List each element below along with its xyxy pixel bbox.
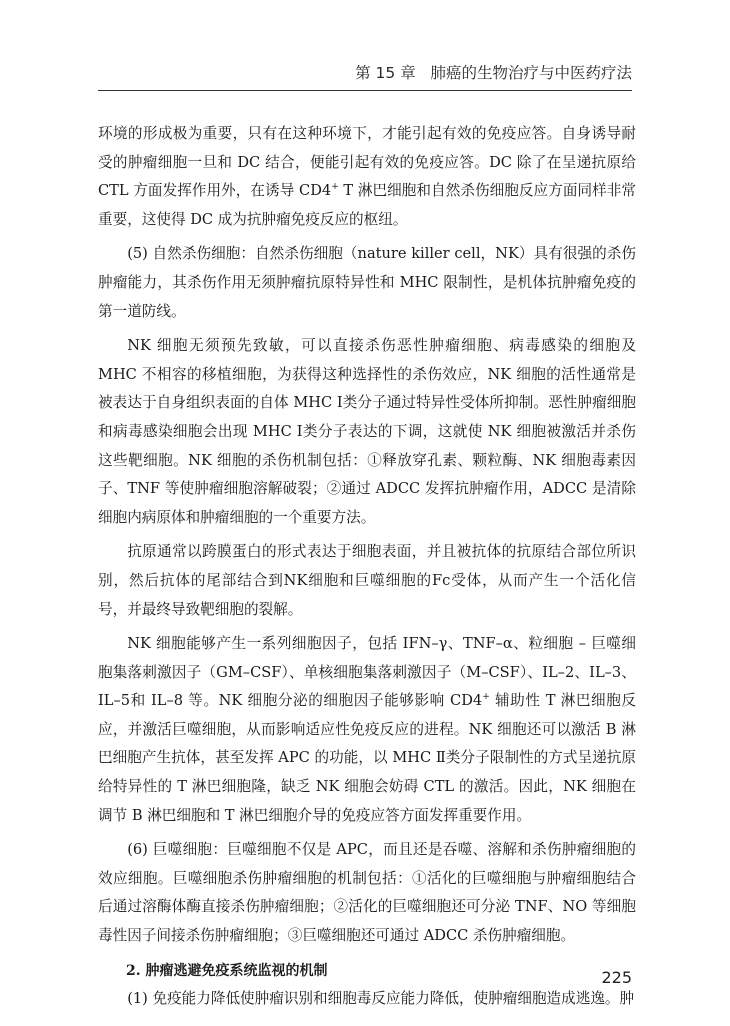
- paragraph-1: 环境的形成极为重要，只有在这种环境下，才能引起有效的免疫应答。自身诱导耐受的肿瘤细胞一旦和 DC 结合，便能引起有效的免疫应答。DC 除了在呈递抗原给 CTL 方面发挥作用外，在诱导 CD4+ T 淋巴细胞和自然杀伤细胞反应方面同样非常重要，这使得 DC 成为抗肿瘤免疫反应的枢纽。: [98, 125, 636, 228]
- chapter-number: 第 15 章: [355, 64, 416, 82]
- paragraph-nk-definition: (5) 自然杀伤细胞：自然杀伤细胞（nature killer cell，NK）具有很强的杀伤肿瘤能力，其杀伤作用无须肿瘤抗原特异性和 MHC 限制性，是机体抗肿瘤免疫的第一道防线。: [98, 245, 636, 320]
- paragraph-antigen: 抗原通常以跨膜蛋白的形式表达于细胞表面，并且被抗体的抗原结合部位所识别，然后抗体的尾部结合到NK细胞和巨噬细胞的Fc受体，从而产生一个活化信号，并最终导致靶细胞的裂解。: [98, 543, 636, 618]
- paragraph-nk-mechanism: NK 细胞无须预先致敏，可以直接杀伤恶性肿瘤细胞、病毒感染的细胞及 MHC 不相容的移植细胞，为获得这种选择性的杀伤效应，NK 细胞的活性通常是被表达于自身组织表面的自体 MHC Ⅰ类分子通过特异性受体所抑制。恶性肿瘤细胞和病毒感染细胞会出现 MHC Ⅰ类分子表达的下调，这就使 NK 细胞被激活并杀伤这些靶细胞。NK 细胞的杀伤机制包括：①释放穿孔素、颗粒酶、NK 细胞毒素因子、TNF 等使肿瘤细胞溶解破裂；②通过 ADCC 发挥抗肿瘤作用，ADCC 是清除细胞内病原体和肿瘤细胞的一个重要方法。: [98, 337, 636, 526]
- page-number: 225: [601, 968, 632, 987]
- paragraph-macrophage: (6) 巨噬细胞：巨噬细胞不仅是 APC，而且还是吞噬、溶解和杀伤肿瘤细胞的效应细胞。巨噬细胞杀伤肿瘤细胞的机制包括：①活化的巨噬细胞与肿瘤细胞结合后通过溶酶体酶直接杀伤肿瘤细胞；②活化的巨噬细胞还可分泌 TNF、NO 等细胞毒性因子间接杀伤肿瘤细胞；③巨噬细胞还可通过 ADCC 杀伤肿瘤细胞。: [98, 841, 636, 945]
- paragraph-immune-escape: (1) 免疫能力降低使肿瘤识别和细胞毒反应能力降低，使肿瘤细胞造成逃逸。肿: [127, 990, 635, 1008]
- running-header: [98, 60, 632, 91]
- section-heading-2: 2. 肿瘤逃避免疫系统监视的机制: [126, 962, 328, 979]
- body-text: [98, 120, 636, 1014]
- paragraph-nk-cytokines: NK 细胞能够产生一系列细胞因子，包括 IFN–γ、TNF–α、粒细胞 – 巨噬细胞集落刺激因子（GM–CSF）、单核细胞集落刺激因子（M–CSF）、IL–2、IL–3、IL–5和 IL–8 等。NK 细胞分泌的细胞因子能够影响 CD4+ 辅助性 T 淋巴细胞反应，并激活巨噬细胞，从而影响适应性免疫反应的进程。NK 细胞还可以激活 B 淋巴细胞产生抗体，甚至发挥 APC 的功能，以 MHC Ⅱ类分子限制性的方式呈递抗原给特异性的 T 淋巴细胞隆，缺乏 NK 细胞会妨碍 CTL 的激活。因此，NK 细胞在调节 B 淋巴细胞和 T 淋巴细胞介导的免疫应答方面发挥重要作用。: [98, 635, 636, 824]
- chapter-title: 肺癌的生物治疗与中医药疗法: [430, 64, 632, 82]
